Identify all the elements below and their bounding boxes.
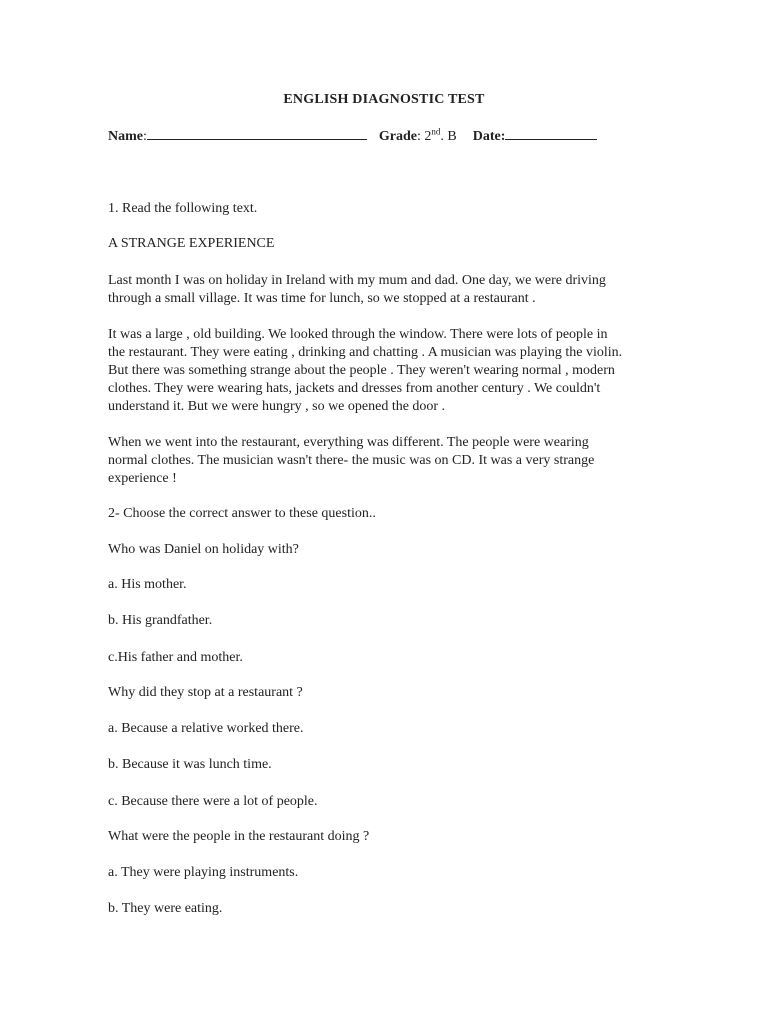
grade-label: Grade [378,129,417,144]
answer-3b: b. They were eating. [108,901,223,916]
answer-1b: b. His grandfather. [108,613,213,628]
paragraph-line: understand it. But we were hungry , so we opened the door . [108,399,446,414]
paragraph-line: normal clothes. The musician wasn't there- the music was on CD. It was a very strange [108,453,595,468]
answer-3a: a. They were playing instruments. [108,865,299,880]
grade-suffix: nd [431,126,441,137]
name-blank [147,128,367,140]
student-info-line [108,128,597,145]
paragraph-line: through a small village. It was time for lunch, so we stopped at a restaurant . [108,291,536,306]
date-label: Date: [472,129,506,144]
paragraph-line: the restaurant. They were eating , drinking and chatting . A musician was playing the violin. [108,345,623,360]
paragraph-line: But there was something strange about the people . They weren't wearing normal , modern [108,363,615,378]
answer-2b: b. Because it was lunch time. [108,757,272,772]
question-3: What were the people in the restaurant doing ? [108,829,370,844]
question-2: Why did they stop at a restaurant ? [108,685,303,700]
story-paragraph-1 [108,272,668,308]
grade-colon: : [417,129,421,144]
story-title: A STRANGE EXPERIENCE [108,236,275,251]
question-1: Who was Daniel on holiday with? [108,542,299,557]
answer-2a: a. Because a relative worked there. [108,721,304,736]
paragraph-line: When we went into the restaurant, everything was different. The people were wearing [108,435,589,450]
answer-1c: c.His father and mother. [108,650,243,665]
story-paragraph-2 [108,326,668,416]
answer-1a: a. His mother. [108,577,187,592]
paragraph-line: Last month I was on holiday in Ireland with my mum and dad. One day, we were driving [108,273,606,288]
paragraph-line: clothes. They were wearing hats, jackets and dresses from another century . We couldn't [108,381,601,396]
answer-2c: c. Because there were a lot of people. [108,794,318,809]
section1-instruction: 1. Read the following text. [108,201,258,216]
paragraph-line: It was a large , old building. We looked through the window. There were lots of people in [108,327,608,342]
grade-section: . B [440,129,457,144]
name-label: Name [108,129,143,144]
date-blank [505,128,597,140]
story-paragraph-3 [108,434,668,488]
section2-instruction: 2- Choose the correct answer to these question.. [108,506,376,521]
test-title: ENGLISH DIAGNOSTIC TEST [283,92,485,107]
paragraph-line: experience ! [108,471,177,486]
name-colon: : [143,129,147,144]
grade-number: 2 [424,129,432,144]
